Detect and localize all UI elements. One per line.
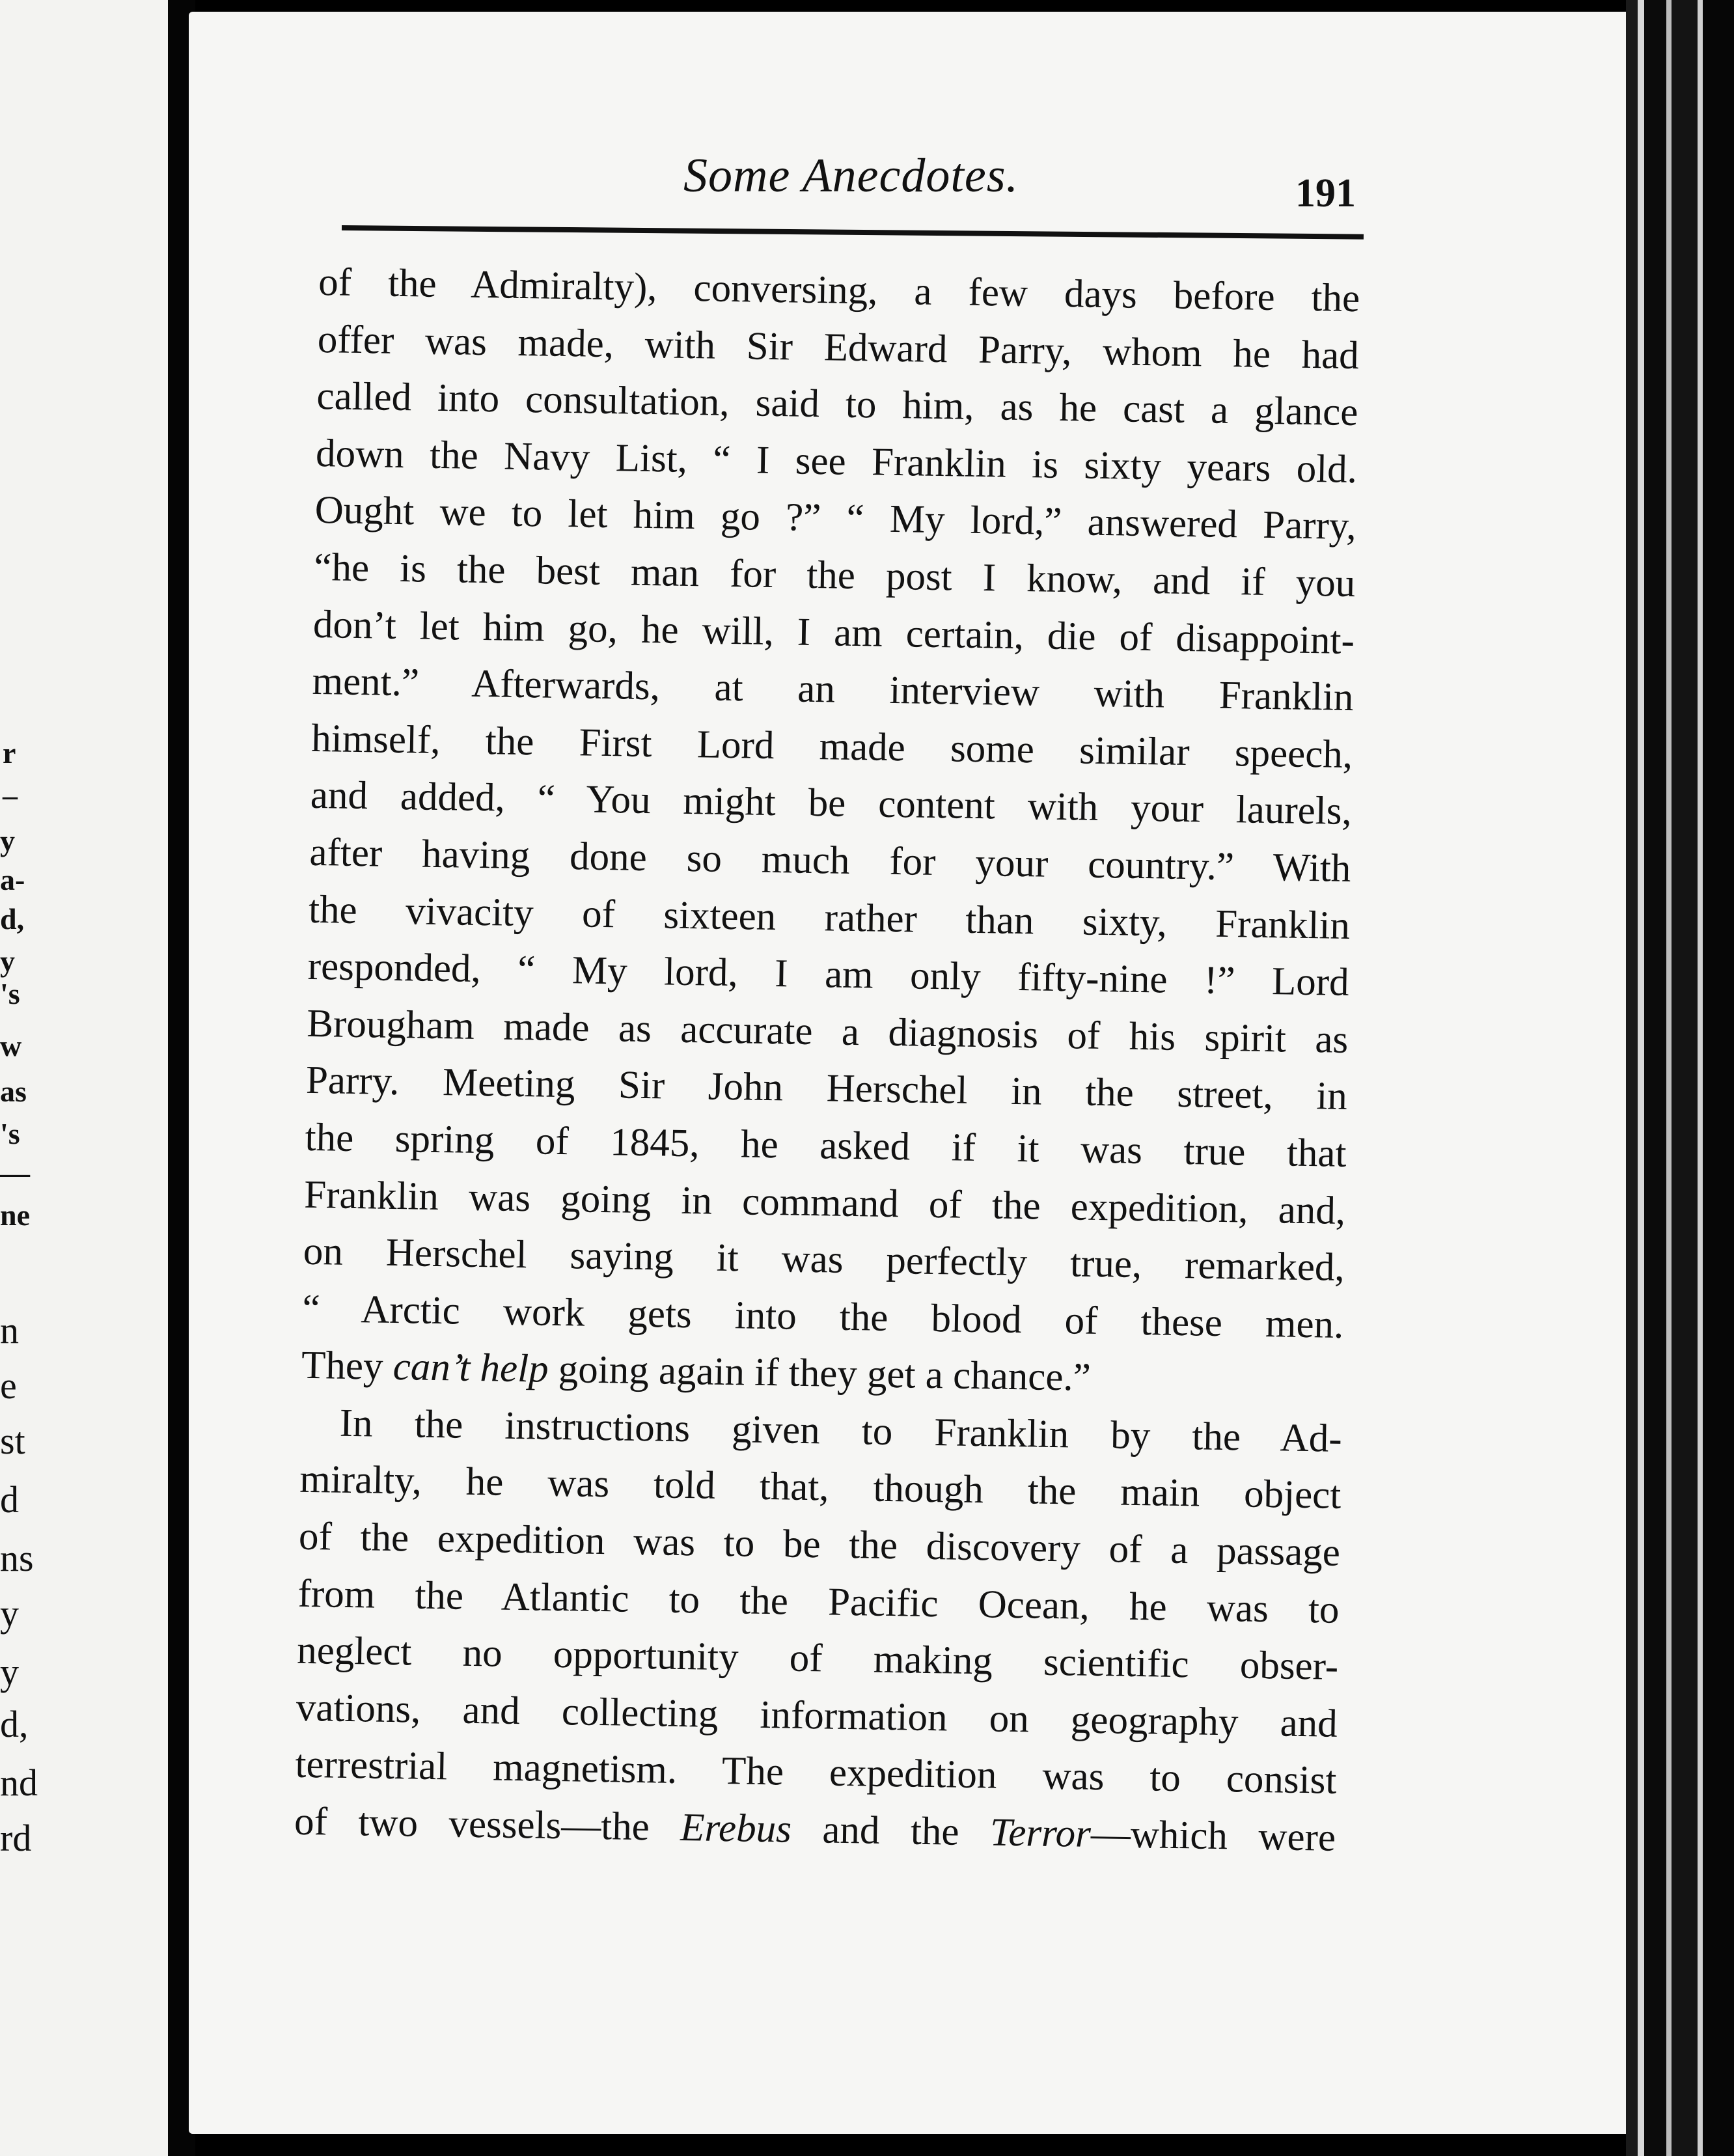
facing-page-fragment: ne xyxy=(0,1198,30,1232)
facing-page xyxy=(0,0,168,2156)
facing-page-fragment: st xyxy=(0,1420,25,1462)
page-edge xyxy=(1644,0,1666,2156)
text-line: responded, “ My lord, I am only fifty-nine !” Lord xyxy=(307,944,1350,1005)
facing-page-fragment: as xyxy=(0,1075,27,1108)
ship-name-terror: Terror xyxy=(989,1810,1092,1856)
text-line: the vivacity of sixteen rather than sixty, Franklin xyxy=(308,887,1351,948)
facing-page-fragment: nd xyxy=(0,1762,38,1804)
facing-page-fragment: d xyxy=(0,1478,19,1521)
facing-page-fragment: – xyxy=(3,779,18,812)
facing-page-fragment: 's xyxy=(0,1117,20,1150)
running-head: Some Anecdotes. xyxy=(683,149,1019,202)
text-line: offer was made, with Sir Edward Parry, whom he had xyxy=(317,317,1360,378)
text-line: called into consultation, said to him, as he cast a glance xyxy=(316,374,1358,435)
body-text xyxy=(294,254,1360,1866)
ship-name-erebus: Erebus xyxy=(680,1806,792,1851)
text-line: of the expedition was to be the discovery of a passage xyxy=(298,1514,1341,1575)
facing-page-fragment: r xyxy=(3,736,16,769)
text-line: Franklin was going in command of the expedition, and, xyxy=(303,1172,1346,1233)
facing-page-fragment: rd xyxy=(0,1817,32,1859)
text-line: terrestrial magnetism. The expedition was to consist xyxy=(295,1743,1337,1803)
text-line: “he is the best man for the post I know, and if you xyxy=(313,545,1356,606)
facing-page-fragment: d, xyxy=(0,902,25,935)
text-line: Ought we to let him go ?” “ My lord,” answered Parry, xyxy=(314,488,1357,549)
page-edge xyxy=(1672,0,1698,2156)
page-edge xyxy=(1638,0,1644,2156)
text-line: from the Atlantic to the Pacific Ocean, he was to xyxy=(297,1571,1340,1632)
text-segment: going again if they get a chance.” xyxy=(548,1348,1092,1400)
italic-phrase: can’t help xyxy=(392,1345,549,1392)
text-line: miralty, he was told that, though the main object xyxy=(299,1458,1342,1518)
text-segment: —which were xyxy=(1090,1812,1336,1860)
facing-page-fragment: ns xyxy=(0,1537,34,1579)
text-line: of the Admiralty), conversing, a few days before the xyxy=(318,260,1360,321)
text-segment: and the xyxy=(791,1807,991,1855)
text-line: “ Arctic work gets into the blood of these men. xyxy=(302,1286,1344,1347)
text-line: himself, the First Lord made some similar speech, xyxy=(310,716,1353,777)
text-segment: of two vessels—the xyxy=(294,1799,681,1850)
text-line: down the Navy List, “ I see Franklin is sixty years old. xyxy=(315,431,1358,491)
page-edge xyxy=(1666,0,1672,2156)
text-line: don’t let him go, he will, I am certain, die of disappoint- xyxy=(312,602,1355,663)
page-edge xyxy=(1703,0,1734,2156)
text-line: neglect no opportunity of making scientific obser- xyxy=(296,1628,1339,1689)
facing-page-fragment: e xyxy=(0,1364,17,1407)
text-line: In the instructions given to Franklin by the Ad- xyxy=(339,1401,1343,1461)
text-segment: They xyxy=(301,1344,394,1389)
text-line: and added, “ You might be content with your laurels, xyxy=(310,773,1353,834)
page-number: 191 xyxy=(1295,171,1356,215)
page-edge xyxy=(1626,0,1638,2156)
text-line: ment.” Afterwards, at an interview with Franklin xyxy=(312,659,1355,720)
facing-page-fragment: n xyxy=(0,1309,19,1351)
facing-page-fragment: y xyxy=(0,824,15,857)
text-line: Parry. Meeting Sir John Herschel in the street, in xyxy=(305,1058,1348,1119)
page-edge xyxy=(1698,0,1703,2156)
facing-page-fragment: a- xyxy=(0,863,25,896)
text-line: Brougham made as accurate a diagnosis of his spirit as xyxy=(306,1001,1349,1062)
facing-page-fragment: y xyxy=(0,1651,19,1693)
facing-page-fragment: y xyxy=(0,1592,19,1635)
text-line: after having done so much for your country.” With xyxy=(309,830,1351,891)
facing-page-fragment: d, xyxy=(0,1703,29,1745)
facing-page-fragment: y xyxy=(0,945,15,978)
facing-page-fragment: 's xyxy=(0,977,20,1010)
facing-page-fragment: — xyxy=(0,1156,30,1189)
facing-page-fragment: w xyxy=(0,1029,22,1062)
text-line: the spring of 1845, he asked if it was true that xyxy=(305,1115,1347,1176)
text-line: on Herschel saying it was perfectly true, remarked, xyxy=(303,1229,1345,1290)
text-line: vations, and collecting information on geography and xyxy=(296,1685,1338,1746)
